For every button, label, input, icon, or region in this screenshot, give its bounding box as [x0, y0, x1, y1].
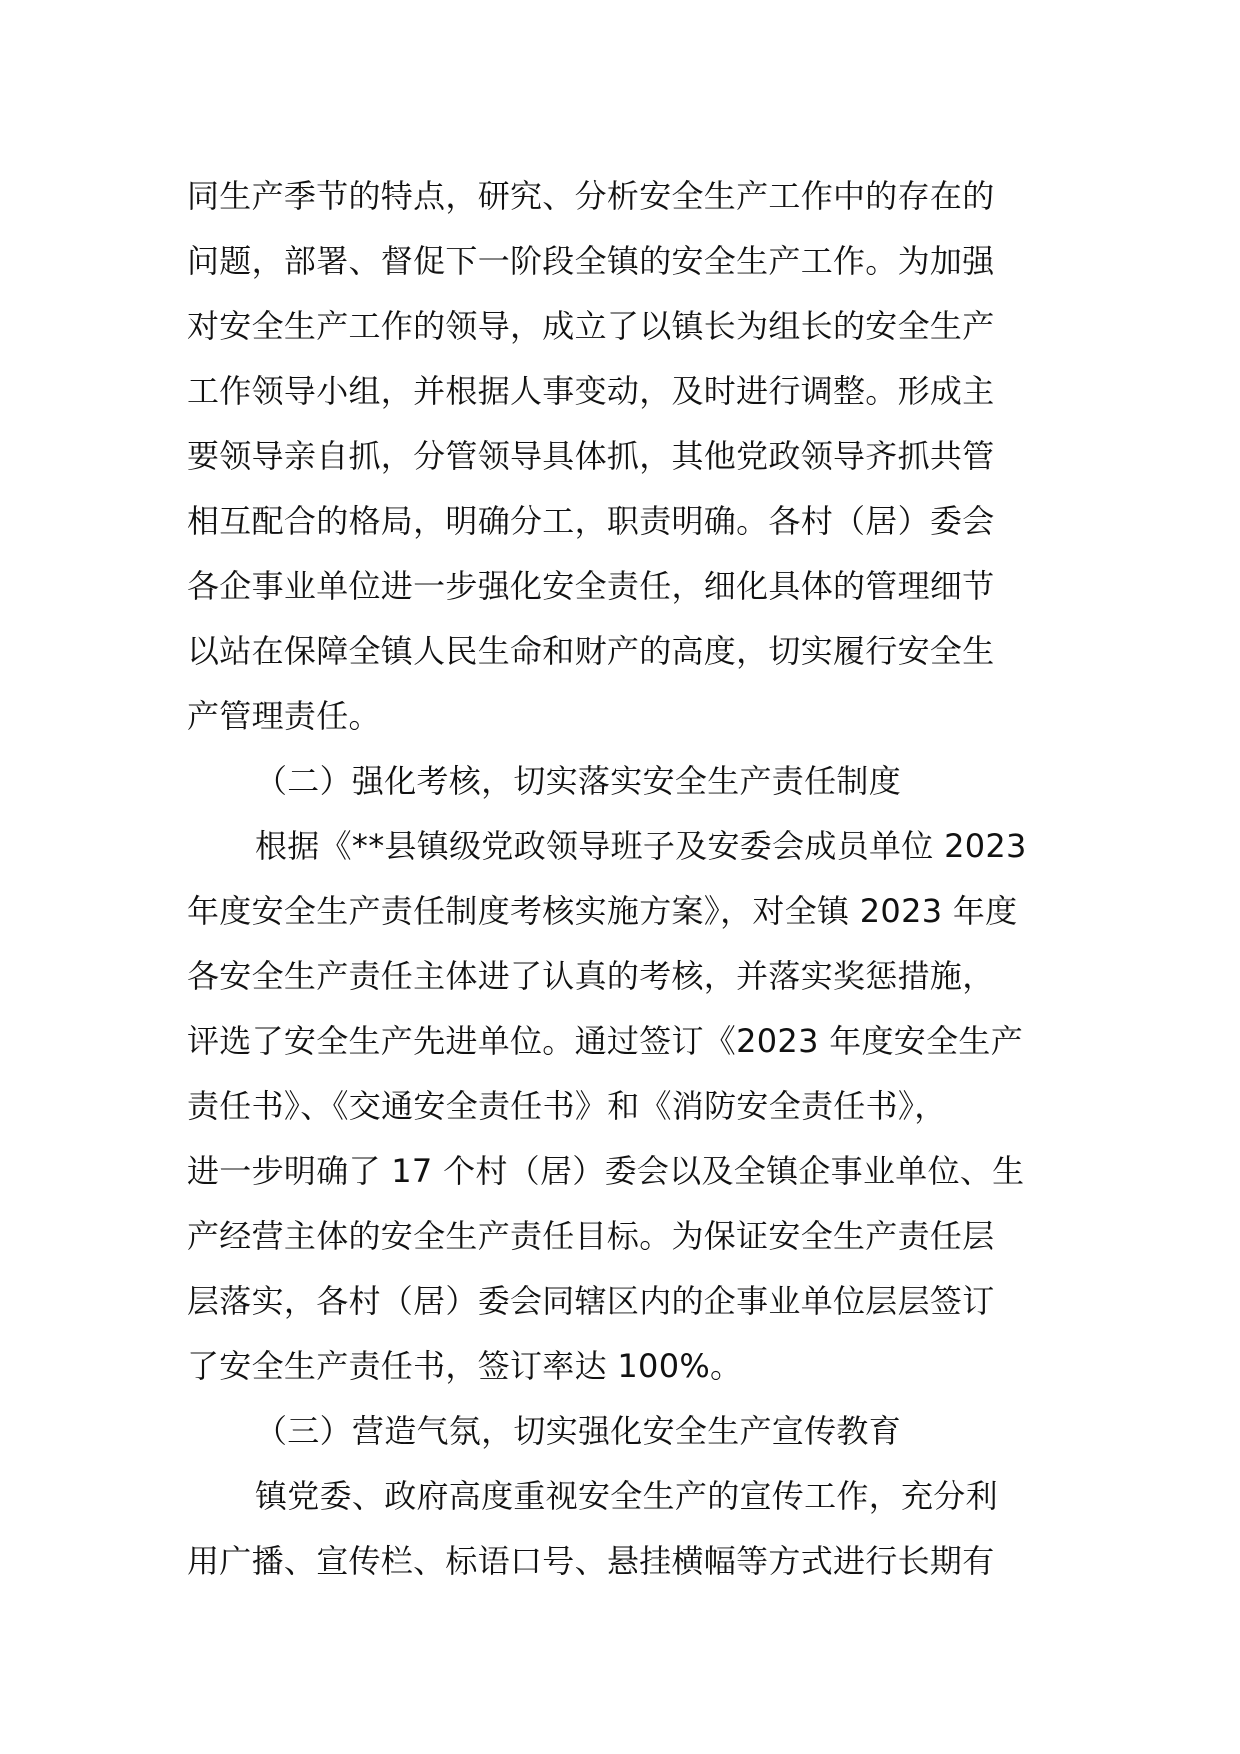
- paragraph-line: 层落实，各村（居）委会同辖区内的企事业单位层层签订: [187, 1282, 995, 1320]
- paragraph-line: 了安全生产责任书，签订率达 100%。: [187, 1347, 743, 1385]
- paragraph-line: 相互配合的格局，明确分工，职责明确。各村（居）委会: [187, 502, 995, 540]
- section-heading: （三）营造气氛，切实强化安全生产宣传教育: [255, 1412, 902, 1450]
- paragraph-line: 同生产季节的特点，研究、分析安全生产工作中的存在的: [187, 177, 995, 215]
- paragraph-line: 责任书》、《交通安全责任书》和《消防安全责任书》，: [187, 1087, 947, 1125]
- document-body: [187, 164, 1057, 1594]
- paragraph-line: 问题，部署、督促下一阶段全镇的安全生产工作。为加强: [187, 242, 995, 280]
- paragraph-line: 用广播、宣传栏、标语口号、悬挂横幅等方式进行长期有: [187, 1542, 995, 1580]
- paragraph-line: 根据《**县镇级党政领导班子及安委会成员单位 2023: [255, 827, 1027, 865]
- paragraph-line: 各安全生产责任主体进了认真的考核，并落实奖惩措施，: [187, 957, 995, 995]
- paragraph-line: 以站在保障全镇人民生命和财产的高度，切实履行安全生: [187, 632, 995, 670]
- paragraph-line: 产经营主体的安全生产责任目标。为保证安全生产责任层: [187, 1217, 995, 1255]
- paragraph-line: 要领导亲自抓，分管领导具体抓，其他党政领导齐抓共管: [187, 437, 995, 475]
- paragraph-line: 镇党委、政府高度重视安全生产的宣传工作，充分利: [255, 1477, 998, 1515]
- paragraph-line: 工作领导小组，并根据人事变动，及时进行调整。形成主: [187, 372, 995, 410]
- paragraph-line: 各企事业单位进一步强化安全责任，细化具体的管理细节: [187, 567, 995, 605]
- paragraph-line: 评选了安全生产先进单位。通过签订《2023 年度安全生产: [187, 1022, 1024, 1060]
- section-heading: （二）强化考核，切实落实安全生产责任制度: [255, 762, 902, 800]
- paragraph-line: 对安全生产工作的领导，成立了以镇长为组长的安全生产: [187, 307, 995, 345]
- paragraph-line: 进一步明确了 17 个村（居）委会以及全镇企事业单位、生: [187, 1152, 1025, 1190]
- paragraph-line: 产管理责任。: [187, 697, 381, 735]
- paragraph-line: 年度安全生产责任制度考核实施方案》，对全镇 2023 年度: [187, 892, 1018, 930]
